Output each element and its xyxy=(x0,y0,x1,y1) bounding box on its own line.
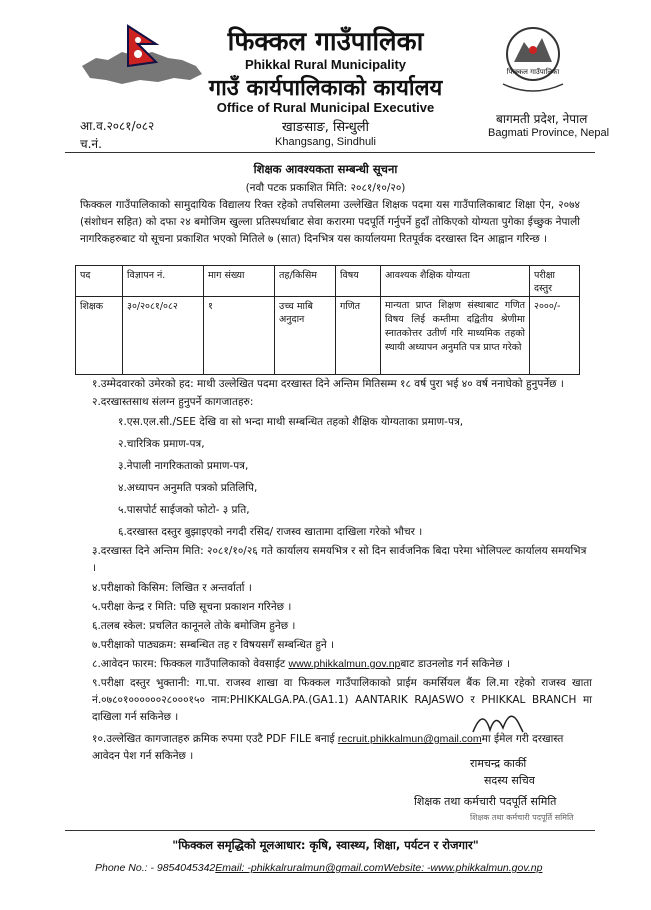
table-cell: गणित xyxy=(336,297,381,375)
point-salary: ६.तलब स्केल: प्रचलित कानूनले तोके बमोजिम हुनेछ । xyxy=(92,620,296,632)
submission-text: १०.उल्लेखित कागजातहरु क्रमिक रुपमा एउटै PDF FILE बनाई xyxy=(92,733,338,745)
table-cell: १ xyxy=(204,297,275,375)
submission-text-end: मा ईमेल गरी दरखास्त आवेदन पेश गर्न सकिनेछ । xyxy=(92,733,564,762)
stamp-committee: शिक्षक तथा कर्मचारी पदपूर्ति समिति xyxy=(470,813,574,822)
list-item: ३.नेपाली नागरिकताको प्रमाण-पत्र, xyxy=(118,460,249,472)
fiscal-year: आ.व.२०८१/०८२ xyxy=(80,119,155,133)
municipality-name-en: Phikkal Rural Municipality xyxy=(244,57,407,72)
list-item: ४.अध्यापन अनुमति पत्रको प्रतिलिपि, xyxy=(118,482,258,494)
footer-divider xyxy=(65,830,595,831)
table-header-cell: परीक्षा दस्तुर xyxy=(530,266,580,297)
footer-contact xyxy=(95,862,542,874)
point-documents: २.दरखास्तसाथ संलग्न हुनुपर्ने कागजातहरु: xyxy=(92,396,254,408)
footer-slogan: "फिक्कल समृद्धिको मूलआधार: कृषि, स्वास्थ्य, शिक्षा, पर्यटन र रोजगार" xyxy=(172,838,479,852)
signature-scribble xyxy=(468,702,528,742)
table-cell: उच्च माबि अनुदान xyxy=(275,297,336,375)
notice-title: शिक्षक आवश्यकता सम्बन्धी सूचना xyxy=(253,162,398,176)
footer-website[interactable]: Website: -www.phikkalmun.gov.np xyxy=(383,862,543,874)
point-exam-type: ४.परीक्षाको किसिम: लिखित र अन्तर्वार्ता । xyxy=(92,582,252,594)
notice-subtitle: (नवौ पटक प्रकाशित मिति: २०८१/१०/२०) xyxy=(245,182,406,194)
signatory-committee: शिक्षक तथा कर्मचारी पदपूर्ति समिति xyxy=(414,795,557,808)
list-item: ६.दरखास्त दस्तुर बुझाइएको नगदी रसिद/ राजस्व खातामा दाखिला गरेको भौचर । xyxy=(118,526,423,538)
office-name-np: गाउँ कार्यपालिकाको कार्यालय xyxy=(208,76,443,101)
seal-text: फिक्कल गाउँपालिका xyxy=(506,68,560,76)
table-header-row xyxy=(76,266,580,297)
footer-email[interactable]: Email: -phikkalruralmun@gmail.com xyxy=(215,862,384,874)
table-header-cell: आवश्यक शैक्षिक योग्यता xyxy=(381,266,530,297)
point-deadline: ३.दरखास्त दिने अन्तिम मिति: २०८१/१०/२६ गते कार्यालय समयभित्र र सो दिन सार्वजनिक बिदा परेमा भोलिपल्ट कार्यालय समयभित्र । xyxy=(92,545,587,574)
table-header-cell: माग संख्या xyxy=(204,266,275,297)
table-cell: ३०/२०८१/०८२ xyxy=(123,297,204,375)
point-fee-payment: ९.परीक्षा दस्तुर भुक्तानी: गा.पा. राजस्व शाखा वा फिक्कल गाउँपालिकाको प्राईम कमर्सियल बैंक लि.मा रहेको राजस्व खाता नं.०७८०१००००००२८०००१५० नाम:PHIKKALGA.PA.(GA1.1) AANTARIK RAJASWO र PHIKKAL BRANCH मा दाखिला गर्न सकिनेछ । xyxy=(92,677,592,723)
header-divider xyxy=(65,152,595,153)
requirements-table xyxy=(75,265,580,375)
website-link[interactable]: www.phikkalmun.gov.np xyxy=(288,658,401,670)
list-item: ५.पासपोर्ट साईजको फोटो- ३ प्रति, xyxy=(118,504,250,516)
reference-number: च.नं. xyxy=(80,137,102,151)
table-cell: मान्यता प्राप्त शिक्षण संस्थाबाट गणित विषय लिई कम्तीमा दद्वितीय श्रेणीमा स्नातकोत्तर उतीर्ण गरि माध्यमिक तहको स्थायी अध्यापन अनुमति पत्र प्राप्त गरेको xyxy=(381,297,530,375)
point-application-form xyxy=(92,656,510,673)
table-header-cell: तह/किसिम xyxy=(275,266,336,297)
email-link[interactable]: recruit.phikkalmun@gmail.com xyxy=(337,733,482,745)
signatory-name: रामचन्द्र कार्की xyxy=(470,757,527,770)
form-text: ८.आवेदन फारम: फिक्कल गाउँपालिकाको वेवसाईट xyxy=(92,658,289,670)
signatory-post: सदस्य सचिव xyxy=(484,774,535,787)
point-exam-center: ५.परीक्षा केन्द्र र मिति: पछि सूचना प्रकाशन गरिनेछ । xyxy=(92,601,292,613)
office-name-en: Office of Rural Municipal Executive xyxy=(216,100,435,115)
province-en: Bagmati Province, Nepal xyxy=(488,127,610,139)
point-syllabus: ७.परीक्षाको पाठ्यक्रम: सम्बन्धित तह र विषयसगँ सम्बन्धित हुने । xyxy=(92,639,335,651)
point-age-limit: १.उम्मेदवारको उमेरको हद: माथी उल्लेखित पदमा दरखास्त दिने अन्तिम मितिसम्म १८ वर्ष पुरा भई ४० वर्ष ननाघेको हुनुपर्नेछ । xyxy=(92,378,564,390)
phone-number: Phone No.: - 9854045342 xyxy=(95,862,216,874)
list-item: २.चारित्रिक प्रमाण-पत्र, xyxy=(118,438,205,450)
address-np: खाङसाङ, सिन्धुली xyxy=(282,120,369,135)
address-en: Khangsang, Sindhuli xyxy=(275,136,376,148)
notice-paragraph: फिक्कल गाउँपालिकाको सामुदायिक विद्यालय रिक्त रहेको तपसिलमा उल्लेखित शिक्षक पदमा यस गाउँपालिकाबाट शिक्षा ऐन, २०७४ (संशोधन सहित) को दफा २४ बमोजिम खुल्ला प्रतिस्पर्धाबाट सेवा करारमा पदपूर्ति गर्नुपर्ने हुदाँ तोकिएको योग्यता पुगेका ईच्छुक नेपाली नागरिकहरुबाट यो सूचना प्रकाशित भएको मितिले ७ (सात) दिनभित्र यस कार्यालयमा रितपूर्वक दरखास्त दिन आह्वान गरिन्छ । xyxy=(80,199,580,245)
list-item: १.एस.एल.सी./SEE देखि वा सो भन्दा माथी सम्बन्धित तहको शैक्षिक योग्यताका प्रमाण-पत्र, xyxy=(118,416,464,428)
table-header-cell: पद xyxy=(76,266,123,297)
table-header-cell: विज्ञापन नं. xyxy=(123,266,204,297)
table-header-cell: विषय xyxy=(336,266,381,297)
table-cell: शिक्षक xyxy=(76,297,123,375)
table-row xyxy=(76,297,580,375)
documents-list xyxy=(118,411,463,543)
province-np: बागमती प्रदेश, नेपाल xyxy=(496,112,588,126)
form-text-end: बाट डाउनलोड गर्न सकिनेछ । xyxy=(400,658,510,670)
municipality-name-np: फिक्कल गाउँपालिका xyxy=(227,27,424,57)
table-cell: २०००/- xyxy=(530,297,580,375)
